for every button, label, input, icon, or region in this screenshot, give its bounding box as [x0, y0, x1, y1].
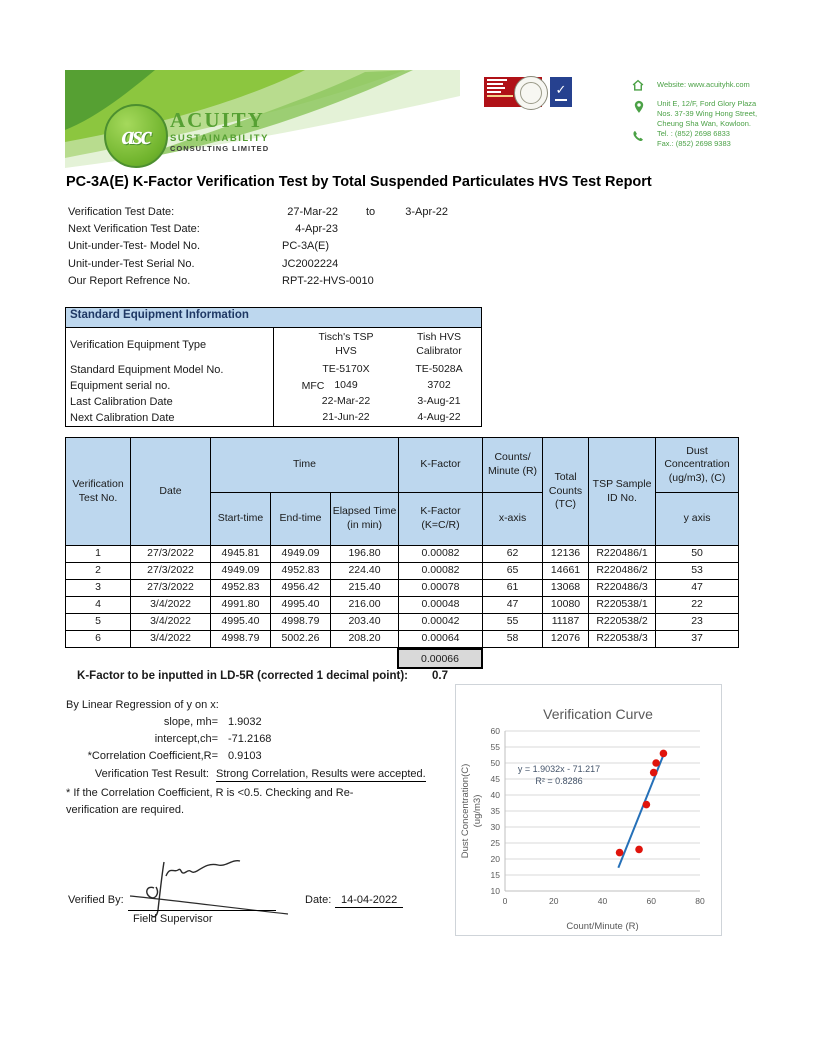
table-cell: 5	[66, 614, 131, 631]
info-field-value: PC-3A(E)	[282, 240, 330, 253]
regression-value: 1.9032	[228, 716, 262, 728]
k-factor-note-value: 0.7	[432, 670, 448, 682]
y-tick-label: 25	[490, 838, 500, 848]
page-title: PC-3A(E) K-Factor Verification Test by Total Suspended Particulates HVS Test Report	[66, 174, 652, 190]
equipment-col2-value: Tish HVS Calibrator	[416, 331, 462, 357]
cert-text-line	[487, 87, 505, 89]
x-tick-label: 80	[695, 896, 705, 906]
date-value: 14-04-2022	[335, 894, 403, 908]
regression-heading: By Linear Regression of y on x:	[66, 699, 219, 711]
signer-role: Field Supervisor	[133, 913, 213, 925]
table-cell: 13068	[543, 580, 589, 597]
signature-line	[128, 892, 276, 911]
col-header-verification-test-no: Verification Test No.	[66, 438, 131, 546]
date-label: Date:	[305, 894, 332, 906]
equipment-table-row	[66, 362, 481, 378]
cert-text-line	[487, 95, 513, 97]
table-cell: 0.00078	[399, 580, 483, 597]
table-cell: 224.40	[331, 563, 399, 580]
table-cell: 4956.42	[271, 580, 331, 597]
trendline-equation: y = 1.9032x - 71.217	[517, 764, 601, 774]
data-point	[635, 846, 643, 854]
table-row	[66, 614, 739, 631]
report-info-fields	[68, 206, 528, 296]
table-cell: 203.40	[331, 614, 399, 631]
y-axis-title: Dust Concentration(C)	[460, 763, 471, 859]
verification-result-label: Verification Test Result:	[94, 768, 209, 780]
equipment-col1-value: 22-Mar-22	[321, 395, 371, 408]
equipment-row-label: Equipment serial no.	[66, 378, 274, 394]
info-field-value: JC2002224	[282, 257, 339, 270]
table-cell: R220538/3	[589, 631, 656, 648]
table-cell: 0.00048	[399, 597, 483, 614]
y-tick-label: 50	[490, 758, 500, 768]
regression-label: *Correlation Coefficient,R=	[87, 750, 218, 763]
verification-data-table	[65, 437, 739, 648]
table-row	[66, 563, 739, 580]
table-cell: 23	[656, 614, 739, 631]
y-tick-label: 10	[490, 886, 500, 896]
company-name-block	[170, 108, 269, 153]
regression-label: slope, mh=	[163, 716, 218, 728]
col-header-time: Time	[211, 438, 399, 493]
data-point	[616, 849, 624, 857]
col-header-dust-concentration: Dust Concentration (ug/m3), (C)	[656, 438, 739, 493]
col-header-y-axis: y axis	[656, 493, 739, 546]
k-factor-note-label: K-Factor to be inputted in LD-5R (corrected 1 decimal point):	[77, 670, 408, 682]
accreditation-check-icon: ✓	[555, 82, 567, 97]
table-cell: 4952.83	[271, 563, 331, 580]
col-header-total-counts: Total Counts (TC)	[543, 438, 589, 546]
accreditation-bar	[555, 99, 567, 101]
y-axis-title-units: (ug/m3)	[472, 794, 483, 828]
table-cell: 4995.40	[211, 614, 271, 631]
info-field-row	[68, 206, 528, 223]
info-field-value2: 3-Apr-22	[405, 206, 448, 218]
table-cell: 58	[483, 631, 543, 648]
col-header-x-axis: x-axis	[483, 493, 543, 546]
table-cell: 3/4/2022	[131, 631, 211, 648]
table-cell: 1	[66, 546, 131, 563]
table-cell: 3/4/2022	[131, 614, 211, 631]
table-cell: 61	[483, 580, 543, 597]
equipment-col2-value: 4-Aug-22	[417, 411, 461, 424]
y-tick-label: 55	[490, 742, 500, 752]
info-field-row	[68, 258, 528, 275]
table-cell: 62	[483, 546, 543, 563]
accreditation-mark	[550, 77, 572, 107]
table-cell: 4998.79	[271, 614, 331, 631]
company-logo-icon	[104, 104, 168, 168]
y-tick-label: 35	[490, 806, 500, 816]
table-cell: 50	[656, 546, 739, 563]
x-tick-label: 60	[646, 896, 656, 906]
tel-text: Tel. : (852) 2698 6833	[657, 129, 730, 138]
table-cell: 2	[66, 563, 131, 580]
col-header-end-time: End-time	[271, 493, 331, 546]
table-cell: 4991.80	[211, 597, 271, 614]
table-cell: 65	[483, 563, 543, 580]
x-tick-label: 40	[597, 896, 608, 906]
cert-text-line	[487, 91, 501, 93]
table-cell: 47	[483, 597, 543, 614]
equipment-col2-value: 3-Aug-21	[417, 395, 461, 408]
table-cell: 27/3/2022	[131, 563, 211, 580]
equipment-col1-value: Tisch's TSP HVS	[318, 331, 374, 357]
y-tick-label: 45	[490, 774, 500, 784]
table-row	[66, 546, 739, 563]
table-cell: R220486/2	[589, 563, 656, 580]
table-cell: 4	[66, 597, 131, 614]
regression-value: -71.2168	[228, 733, 272, 746]
home-icon	[632, 79, 644, 91]
regression-value: 0.9103	[228, 750, 262, 763]
table-cell: 12136	[543, 546, 589, 563]
chart-title: Verification Curve	[543, 706, 653, 722]
table-cell: 27/3/2022	[131, 546, 211, 563]
info-field-joiner: to	[366, 206, 376, 218]
regression-label: intercept,ch=	[154, 733, 218, 746]
equipment-col1-value: TE-5170X	[322, 363, 370, 376]
regression-items	[66, 716, 446, 768]
col-header-tsp-sample: TSP Sample ID No.	[589, 438, 656, 546]
info-field-value: 27-Mar-22	[287, 206, 338, 218]
certification-seal	[514, 76, 548, 110]
data-point	[652, 759, 660, 767]
company-subtitle2: CONSULTING LIMITED	[170, 144, 270, 153]
table-cell: 5002.26	[271, 631, 331, 648]
equipment-row-label: Last Calibration Date	[66, 394, 274, 410]
info-field-label: Unit-under-Test- Model No.	[68, 240, 201, 253]
certification-seal-inner	[520, 82, 542, 104]
table-cell: 47	[656, 580, 739, 597]
table-cell: 27/3/2022	[131, 580, 211, 597]
x-axis-title: Count/Minute (R)	[566, 921, 639, 932]
table-cell: 37	[656, 631, 739, 648]
col-header-k-factor: K-Factor	[399, 438, 483, 493]
y-tick-label: 20	[490, 854, 500, 864]
info-field-label: Our Report Refrence No.	[68, 274, 191, 287]
table-cell: 0.00082	[399, 546, 483, 563]
regression-note-line2: verification are required.	[66, 804, 185, 816]
table-cell: R220486/1	[589, 546, 656, 563]
table-cell: 0.00064	[399, 631, 483, 648]
table-cell: 196.80	[331, 546, 399, 563]
equipment-table-title: Standard Equipment Information	[66, 308, 481, 328]
equipment-table-row	[66, 378, 481, 394]
table-cell: 4952.83	[211, 580, 271, 597]
data-point	[650, 769, 658, 777]
table-cell: 208.20	[331, 631, 399, 648]
equipment-info-table	[65, 307, 482, 427]
table-cell: 4949.09	[211, 563, 271, 580]
location-icon	[633, 100, 645, 114]
equipment-col1-value: 21-Jun-22	[322, 411, 370, 424]
equipment-table-body	[66, 328, 481, 426]
table-cell: R220486/3	[589, 580, 656, 597]
col-header-date: Date	[131, 438, 211, 546]
equipment-row-label: Standard Equipment Model No.	[66, 362, 274, 378]
table-cell: 216.00	[331, 597, 399, 614]
equipment-table-row	[66, 394, 481, 410]
company-name: ACUITY	[170, 108, 265, 132]
y-tick-label: 40	[490, 790, 500, 800]
data-point	[643, 801, 651, 809]
table-cell: 11187	[543, 614, 589, 631]
table-cell: 3	[66, 580, 131, 597]
table-cell: 0.00042	[399, 614, 483, 631]
verification-result-value: Strong Correlation, Results were accepted.	[216, 768, 426, 780]
x-tick-label: 20	[549, 896, 559, 906]
info-field-value: 4-Apr-23	[295, 223, 338, 236]
table-row	[66, 631, 739, 648]
table-cell: 14661	[543, 563, 589, 580]
info-field-value: RPT-22-HVS-0010	[282, 274, 374, 287]
verification-curve-chart-container	[455, 684, 722, 936]
x-tick-label: 0	[502, 896, 508, 906]
equipment-col1-value: 1049	[334, 379, 358, 392]
equipment-col2-value: TE-5028A	[415, 363, 463, 376]
y-tick-label: 15	[490, 870, 500, 880]
table-cell: 55	[483, 614, 543, 631]
logo-monogram: asc	[121, 121, 151, 150]
table-cell: 0.00082	[399, 563, 483, 580]
info-field-row	[68, 275, 528, 292]
equipment-table-row	[66, 410, 481, 426]
table-row	[66, 580, 739, 597]
table-cell: 6	[66, 631, 131, 648]
table-cell: 53	[656, 563, 739, 580]
y-tick-label: 60	[490, 726, 500, 736]
info-field-label: Verification Test Date:	[68, 206, 175, 218]
equipment-col2-value: 3702	[427, 379, 451, 392]
equipment-row-label: Next Calibration Date	[66, 410, 274, 426]
y-tick-label: 30	[490, 822, 500, 832]
trendline-r-squared: R² = 0.8286	[535, 776, 583, 786]
equipment-row-label: Verification Equipment Type	[66, 328, 274, 362]
equipment-table-row	[66, 328, 481, 362]
info-field-row	[68, 223, 528, 240]
address-line: Unit E, 12/F, Ford Glory Plaza	[657, 99, 757, 108]
company-subtitle: SUSTAINABILITY	[170, 133, 269, 144]
table-cell: R220538/2	[589, 614, 656, 631]
cert-text-line	[487, 79, 507, 81]
table-cell: 215.40	[331, 580, 399, 597]
col-header-elapsed-time: Elapsed Time (in min)	[331, 493, 399, 546]
table-cell: R220538/1	[589, 597, 656, 614]
data-point	[660, 750, 668, 758]
table-cell: 12076	[543, 631, 589, 648]
table-cell: 22	[656, 597, 739, 614]
table-row	[66, 597, 739, 614]
table-cell: 4945.81	[211, 546, 271, 563]
fax-text: Fax.: (852) 2698 9383	[657, 139, 731, 148]
verification-curve-chart	[456, 685, 721, 935]
regression-note-line1: * If the Correlation Coefficient, R is <0.5. Checking and Re-	[66, 787, 354, 799]
table-cell: 4949.09	[271, 546, 331, 563]
verified-by-label: Verified By:	[68, 894, 124, 906]
address-line: Cheung Sha Wan, Kowloon.	[657, 119, 751, 128]
equipment-mfc-tag: MFC	[301, 380, 325, 392]
address-block	[657, 99, 757, 129]
info-field-row	[68, 240, 528, 257]
table-cell: 4995.40	[271, 597, 331, 614]
cert-text-line	[487, 83, 503, 85]
info-field-label: Unit-under-Test Serial No.	[68, 257, 195, 270]
table-cell: 4998.79	[211, 631, 271, 648]
address-line: Nos. 37-39 Wing Hong Street,	[657, 109, 758, 118]
phone-icon	[632, 130, 644, 142]
table-cell: 10080	[543, 597, 589, 614]
website-text: Website: www.acuityhk.com	[657, 80, 750, 89]
col-header-start-time: Start-time	[211, 493, 271, 546]
col-header-k-factor-formula: K-Factor (K=C/R)	[399, 493, 483, 546]
average-k-factor-box: 0.00066	[397, 648, 483, 669]
table-cell: 3/4/2022	[131, 597, 211, 614]
col-header-counts-minute: Counts/ Minute (R)	[483, 438, 543, 493]
info-field-label: Next Verification Test Date:	[68, 223, 200, 236]
